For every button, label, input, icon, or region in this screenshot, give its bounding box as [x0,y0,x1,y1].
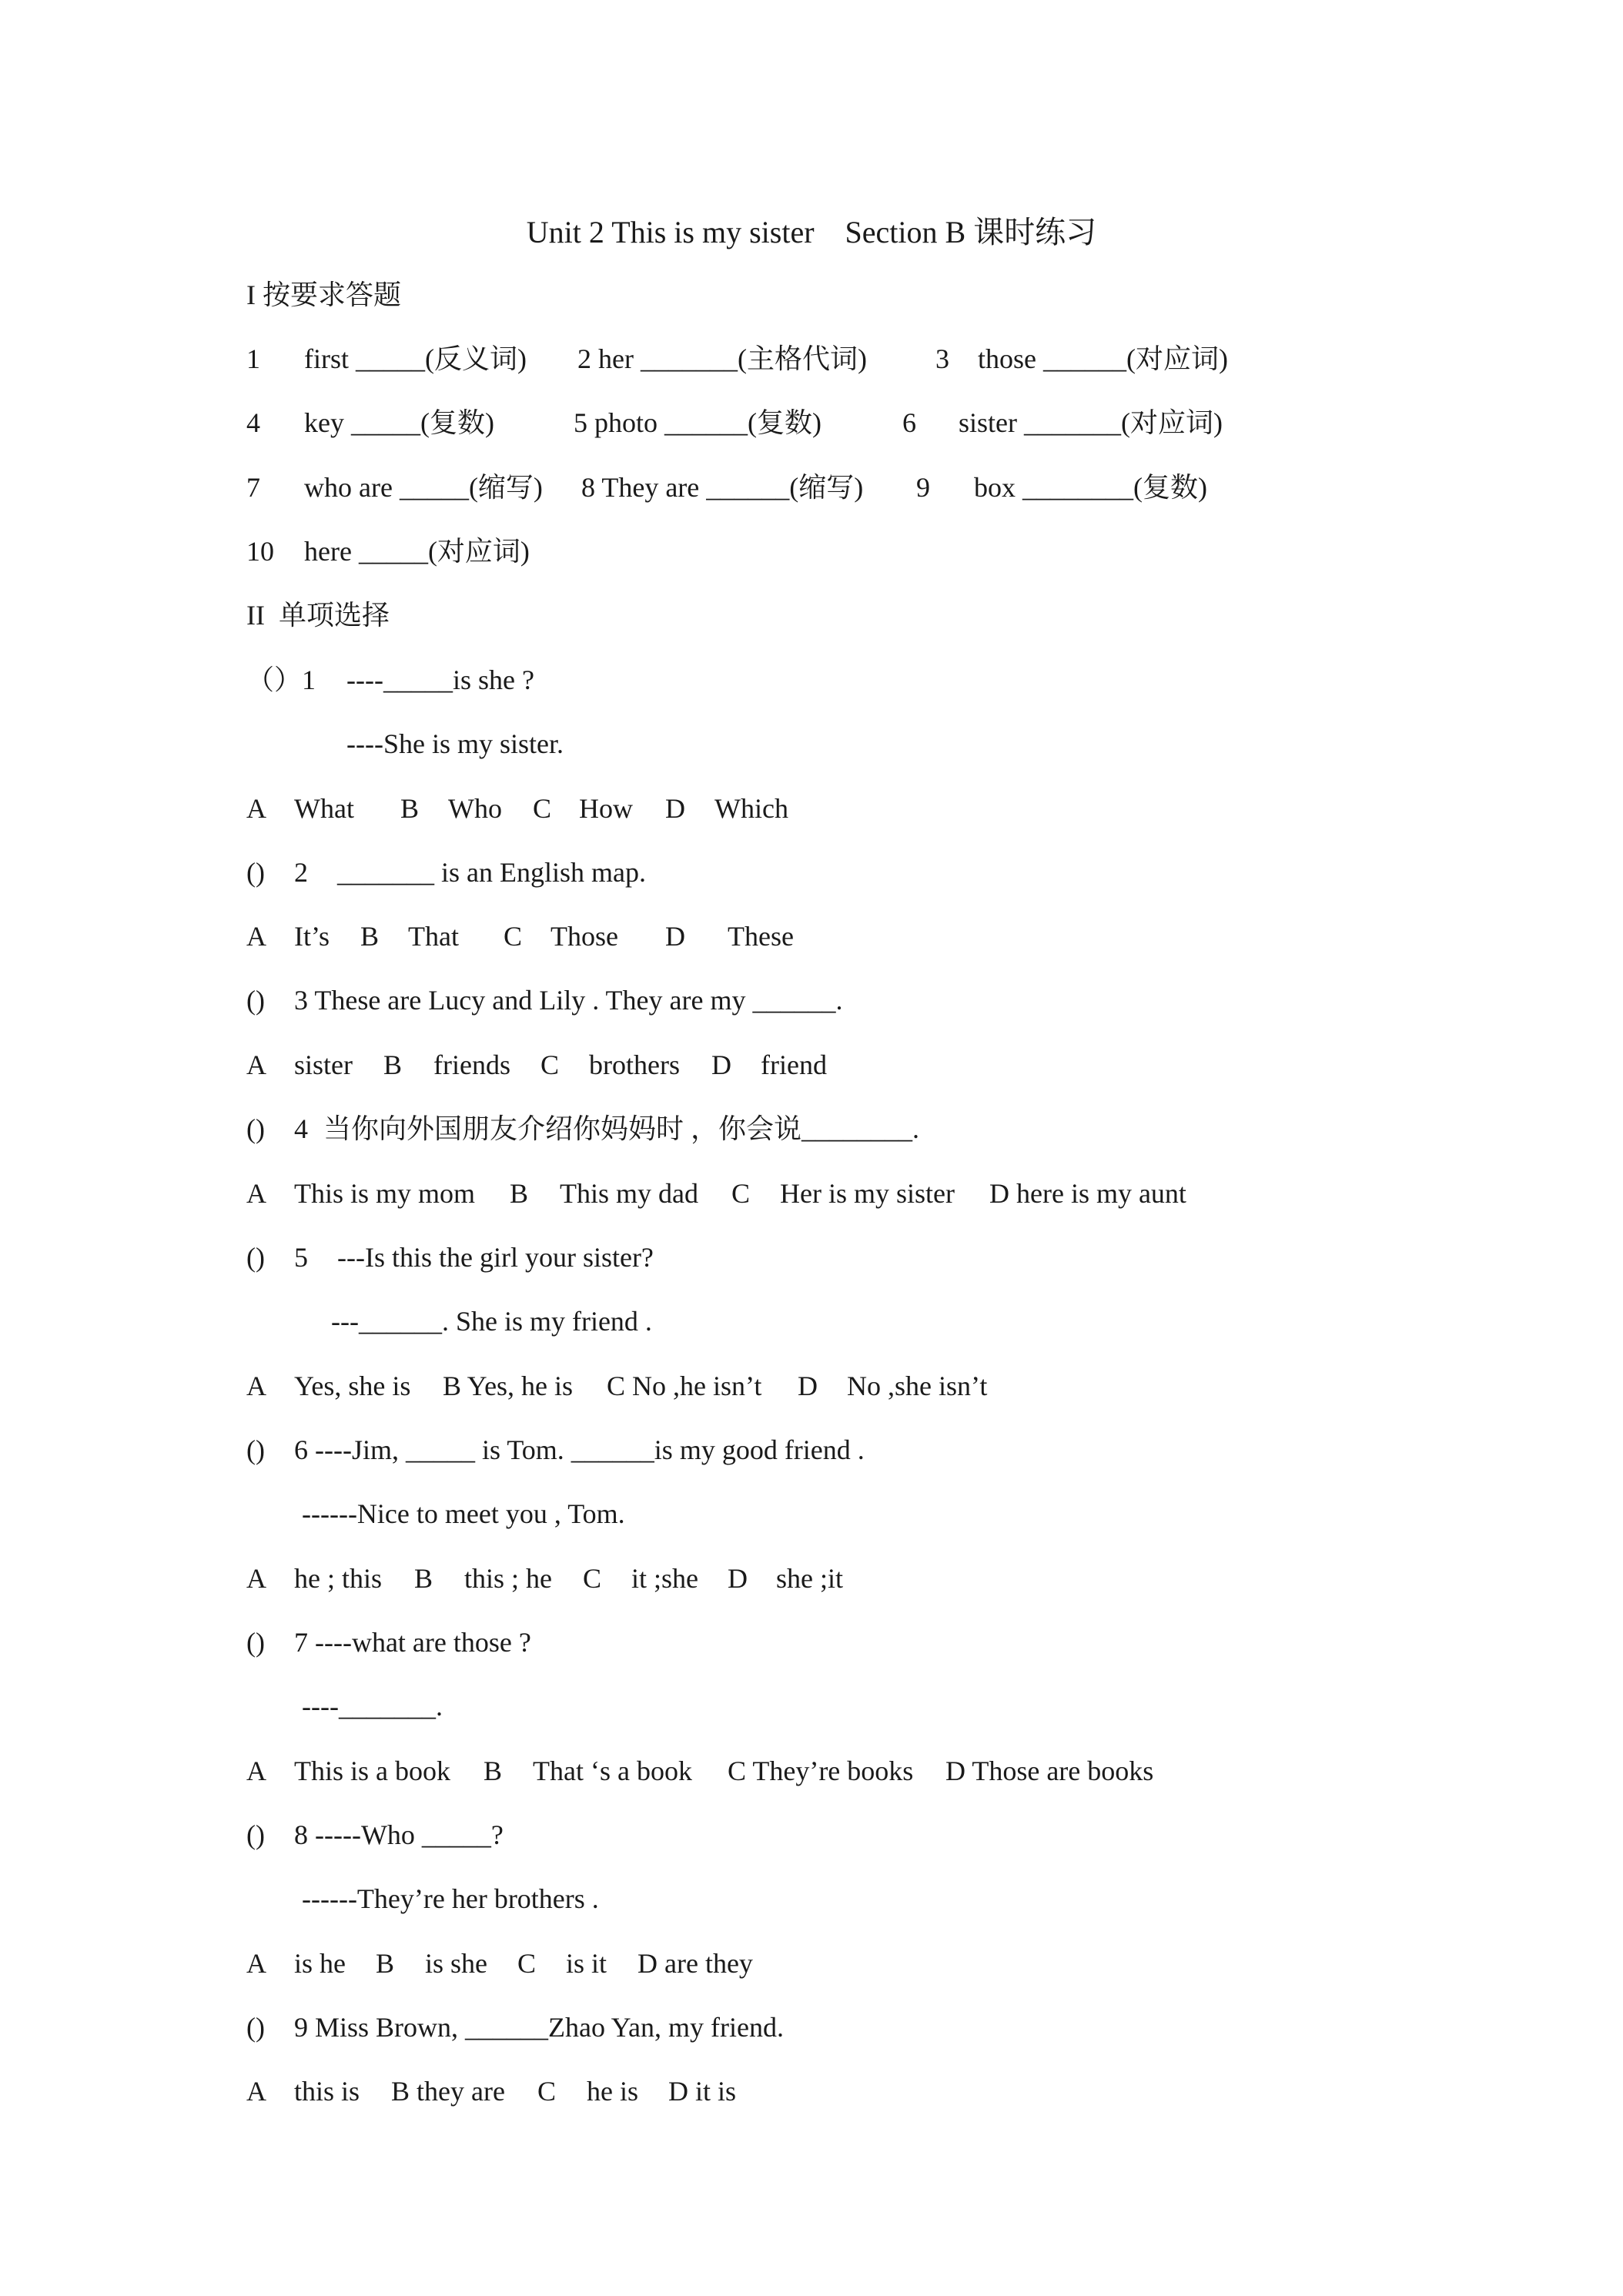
question-1-reply: ----She is my sister. [346,728,564,759]
question-1-options: A What B Who C How D Which [246,793,788,824]
question-7-options: A This is a book B That ‘s a book C They’re books D Those are books [246,1755,1154,1786]
question-7: () 7 ----what are those ? [246,1627,531,1658]
question-7-reply: ----_______. [302,1691,443,1722]
page-title: Unit 2 This is my sister Section B 课时练习 [526,215,1097,249]
question-3: () 3 These are Lucy and Lily . They are my ______. [246,985,843,1016]
question-8-options: A is he B is she C is it D are they [246,1948,753,1979]
question-6: () 6 ----Jim, _____ is Tom. ______is my good friend . [246,1434,865,1465]
question-5-options: A Yes, she is B Yes, he is C No ,he isn’t D No ,she isn’t [246,1371,988,1401]
question-8: () 8 -----Who _____? [246,1819,504,1850]
exercise-row: 10 here _____(对应词) [246,536,530,567]
exercise-row: 1 first _____(反义词) 2 her _______(主格代词) 3 those ______(对应词) [246,343,1228,374]
question-8-reply: ------They’re her brothers . [302,1883,599,1914]
exercise-row: 4 key _____(复数) 5 photo ______(复数) 6 sister _______(对应词) [246,407,1223,438]
section-heading-2: II 单项选择 [246,600,390,631]
question-9: () 9 Miss Brown, ______Zhao Yan, my friend. [246,2012,784,2043]
question-6-options: A he ; this B this ; he C it ;she D she ;it [246,1563,843,1594]
question-6-reply: ------Nice to meet you , Tom. [302,1498,625,1529]
question-4: () 4 当你向外国朋友介绍你妈妈时 ，你会说________. [246,1113,920,1144]
question-2: () 2 _______ is an English map. [246,857,646,888]
question-9-options: A this is B they are C he is D it is [246,2076,737,2107]
question-2-options: A It’s B That C Those D These [246,921,794,952]
question-5-reply: ---______. She is my friend . [331,1306,652,1337]
question-3-options: A sister B friends C brothers D friend [246,1049,827,1080]
exercise-row: 7 who are _____(缩写) 8 They are ______(缩写) 9 box ________(复数) [246,472,1207,503]
section-heading-1: I 按要求答题 [246,279,401,310]
question-1: （）1 ----_____is she ? [246,664,534,695]
question-4-options: A This is my mom B This my dad C Her is my sister D here is my aunt [246,1178,1186,1209]
question-5: () 5 ---Is this the girl your sister? [246,1242,654,1273]
